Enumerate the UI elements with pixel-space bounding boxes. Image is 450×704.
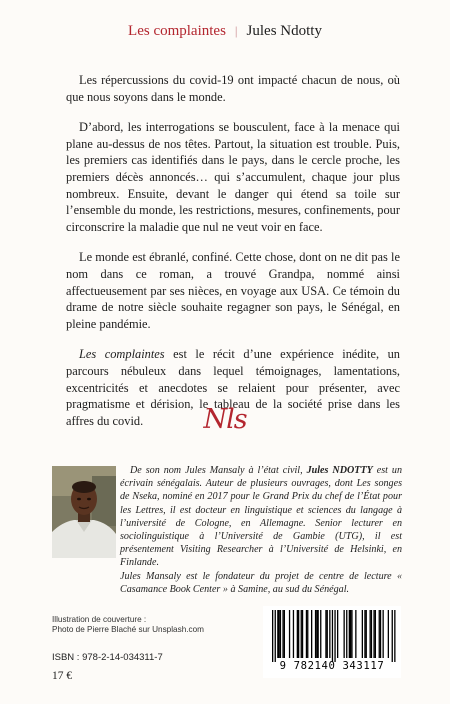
barcode-bar [320, 610, 321, 658]
book-title-italic: Les complaintes [79, 347, 165, 362]
barcode-digits: 9 782140 343117 [279, 660, 385, 672]
barcode-bar [329, 610, 330, 658]
author-name: Jules Ndotty [246, 23, 322, 39]
barcode-bar [277, 610, 278, 658]
barcode-bar [332, 610, 333, 662]
price: 17 € [52, 670, 73, 682]
credits-line-2: Photo de Pierre Blaché sur Unsplash.com [52, 625, 205, 635]
series-title: Les complaintes [128, 23, 226, 39]
barcode-bar [394, 610, 395, 662]
barcode-bar [272, 610, 273, 662]
barcode-bar [325, 610, 326, 658]
barcode-bar [370, 610, 371, 658]
barcode-bar [350, 610, 351, 658]
barcode-bar [297, 610, 298, 658]
synopsis-paragraph-1: Les répercussions du covid-19 ont impacté chacun de nous, où que nous soyons dans le monde. [66, 73, 400, 104]
barcode-bar [275, 610, 276, 662]
barcode-bar [371, 610, 372, 658]
barcode-bar [375, 610, 376, 658]
barcode-bar [366, 610, 367, 658]
publisher-logo: Nls [203, 404, 247, 435]
barcode-bar [379, 610, 380, 658]
barcode-bar [318, 610, 319, 658]
barcode-bar [315, 610, 316, 658]
bio-paragraph-2: Jules Mansaly est le fondateur du projet de centre de lecture « Casamance Book Center » à Samine, au sud du Sénégal. [120, 570, 402, 595]
author-photo [52, 466, 116, 558]
barcode-bar [284, 610, 285, 658]
barcode-bar [364, 610, 365, 658]
barcode-bar [380, 610, 381, 658]
barcode-bar [334, 610, 335, 662]
barcode-bar [289, 610, 290, 658]
barcode-bar [298, 610, 299, 658]
synopsis-paragraph-3: Le monde est ébranlé, confiné. Cette chose, dont on ne dit pas le nom dans ce roman, a trouvé Grandpa, nommé ainsi affectueusement par ses nièces, en voyage aux USA. Ce témoin du drame de notre siècle souhaite regagner son pays, le Sénégal, en pleine pandémie. [66, 250, 400, 331]
barcode-bar [302, 610, 303, 658]
barcode-bars [263, 606, 401, 662]
barcode-bar [362, 610, 363, 658]
barcode-bar [301, 610, 302, 658]
bio-author-name: Jules NDOTTY [306, 465, 373, 476]
bio-paragraph-1 [120, 464, 402, 570]
barcode-bar [351, 610, 352, 658]
barcode-bar [346, 610, 347, 658]
barcode-bar [327, 610, 328, 658]
barcode-bar [282, 610, 283, 658]
barcode-bar [349, 610, 350, 658]
barcode-bar [279, 610, 280, 658]
barcode-bar [316, 610, 317, 658]
header-separator: | [234, 23, 238, 38]
barcode-bar [392, 610, 393, 662]
author-portrait-image [52, 466, 116, 558]
synopsis-paragraph-4-text: est le récit d’une expérience inédite, un parcours nébuleux dans lequel témoignages, lamentations, excentricités et anecdotes se relaient pour présenter, avec pragmatisme et dérision, le tableau de la société prise dans les affres du covid. [66, 347, 400, 428]
barcode-bar [293, 610, 294, 658]
synopsis-paragraph-2: D’abord, les interrogations se bousculent, face à la menace qui plane au-dessus de nos têtes. Partout, la situation est trouble. Puis, les premiers cas identifiés dans le pays, dans le cercle proche, les premiers décès annoncés… qui s’accumulent, chaque jour plus nombreux. Ensuite, devant le danger qui étend sa toile sur l’ensemble du monde, les restrictions, mesures, confinements, pour circonscrire la maladie que nul ne veut voir en face. [66, 120, 400, 234]
cover-header [0, 22, 450, 40]
credits-line-1: Illustration de couverture : [52, 615, 147, 624]
author-biography [120, 464, 402, 596]
barcode-bar [383, 610, 384, 658]
barcode-bar [373, 610, 374, 658]
synopsis [66, 72, 400, 443]
barcode-bar [337, 610, 338, 658]
barcode-bar [307, 610, 308, 658]
barcode-bar [306, 610, 307, 658]
barcode-bar [355, 610, 356, 658]
barcode-bar [344, 610, 345, 658]
bio-text-2: est un écrivain sénégalais. Auteur de plusieurs ouvrages, dont Les songes de Nseka, nominé en 2017 pour le Grand Prix du chef de l’État pour les Lettres, il est docteur en linguistique et sciences du langage à l’université de Cologne, en Allemagne. Senior lecturer en sociolinguistique à l’Université de Gambie (UTG), il est présentement Visiting Researcher à l’Université de Helsinki, en Finlande. [120, 465, 403, 569]
cover-credits [52, 615, 252, 636]
barcode-bar [280, 610, 281, 658]
bio-text-1: De son nom Jules Mansaly à l’état civil, [130, 465, 307, 476]
isbn: ISBN : 978-2-14-034311-7 [52, 652, 163, 663]
barcode-bar [388, 610, 389, 658]
barcode-bar [311, 610, 312, 658]
